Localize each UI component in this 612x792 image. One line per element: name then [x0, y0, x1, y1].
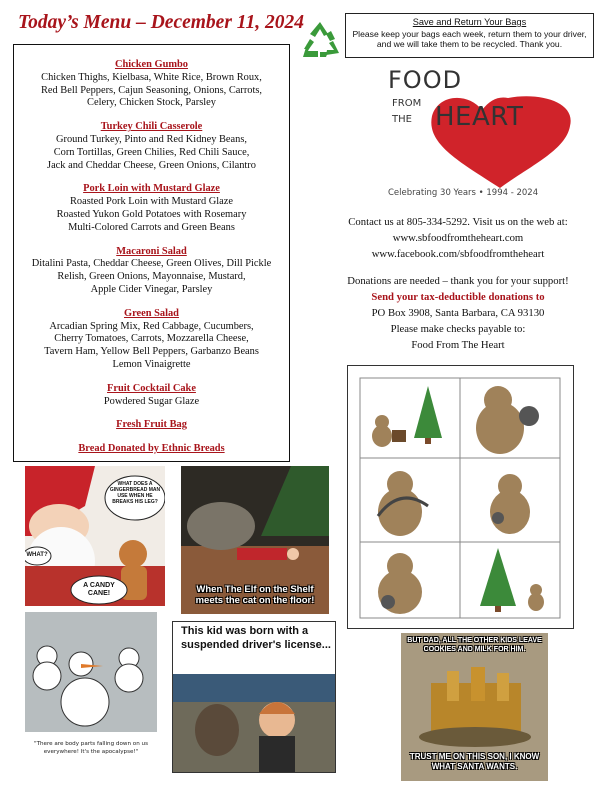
menu-item [14, 246, 289, 297]
menu-item-title: Fruit Cocktail Cake [107, 382, 196, 394]
po-box-text: PO Box 3908, Santa Barbara, CA 93130 [371, 307, 545, 319]
snowmen-caption: "There are body parts falling down on us everywhere! It's the apocalypse!" [34, 741, 148, 755]
menu-item-title: Macaroni Salad [116, 245, 187, 257]
bear-comic-image [347, 365, 574, 629]
menu-item-title: Pork Loin with Mustard Glaze [83, 183, 220, 195]
menu-item [14, 419, 289, 432]
santa-cookies-top-caption: BUT DAD, ALL THE OTHER KIDS LEAVE COOKIES AND MILK FOR HIM. [407, 637, 542, 653]
save-bags-heading: Save and Return Your Bags [412, 17, 527, 27]
logo-heart-text: HEART [435, 102, 524, 132]
recycle-icon [298, 19, 342, 63]
snowmen-comic-image [25, 612, 157, 772]
menu-item-title: Turkey Chili Casserole [100, 121, 203, 133]
logo-food-text: FOOD [388, 66, 463, 94]
website-link[interactable]: www.sbfoodfromtheheart.com [392, 232, 524, 244]
menu-item [14, 443, 289, 456]
menu-item-desc: Chicken Thighs, Kielbasa, White Rice, Brown Roux, Red Bell Peppers, Cajun Seasoning, Onions, Carrots, Celery, Chicken Stock, Parsley [40, 71, 263, 109]
logo-the-text: THE [392, 114, 412, 125]
menu-item-title: Green Salad [124, 307, 179, 319]
kid-license-meme-image [172, 621, 336, 773]
menu-item-desc: Ground Turkey, Pinto and Red Kidney Beans, Corn Tortillas, Green Chilies, Red Chili Sauce, Jack and Cheddar Cheese, Green Onions, Cilantro [47, 133, 256, 171]
save-bags-body: Please keep your bags each week, return them to your driver, and we will take them to be recycled. Thank you. [352, 28, 587, 49]
payee-text: Food From The Heart [411, 339, 505, 351]
elf-cat-meme-image [181, 466, 329, 614]
menu-item-desc: Ditalini Pasta, Cheddar Cheese, Green Olives, Dill Pickle Relish, Green Onions, Mayonnaise, Mustard, Apple Cider Vinegar, Parsley [31, 258, 272, 295]
menu-item [14, 308, 289, 372]
santa-gingerbread-comic-image [25, 466, 165, 606]
send-donations-text: Send your tax-deductible donations to [371, 291, 545, 303]
contact-block [322, 214, 594, 353]
menu-item [14, 183, 289, 234]
kid-caption: This kid was born with a suspended driver's license... [181, 625, 331, 651]
contact-line: Contact us at 805-334-5292. Visit us on the web at: [348, 216, 568, 228]
santa-cookies-bottom-caption: TRUST ME ON THIS SON, I KNOW WHAT SANTA WANTS. [409, 752, 540, 771]
logo-celebrating-text: Celebrating 30 Years • 1994 - 2024 [388, 188, 539, 198]
menu-item-desc: Roasted Pork Loin with Mustard Glaze Roasted Yukon Gold Potatoes with Rosemary Multi-Colored Carrots and Green Beans [56, 196, 247, 233]
santa-bubble-answer: A CANDY CANE! [83, 582, 115, 597]
menu-box [13, 44, 290, 462]
facebook-link[interactable]: www.facebook.com/sbfoodfromtheheart [371, 248, 545, 260]
menu-item-title: Fresh Fruit Bag [116, 419, 187, 431]
checks-text: Please make checks payable to: [390, 323, 526, 335]
menu-item-title: Bread Donated by Ethnic Breads [78, 443, 225, 455]
menu-item [14, 121, 289, 172]
menu-item-desc: Powdered Sugar Glaze [103, 395, 200, 407]
santa-cookies-meme-image [401, 633, 548, 781]
save-bags-notice [345, 13, 594, 58]
elf-caption: When The Elf on the Shelf meets the cat on the floor! [195, 584, 315, 606]
menu-item-desc: Arcadian Spring Mix, Red Cabbage, Cucumbers, Cherry Tomatoes, Carrots, Mozzarella Cheese, Tavern Ham, Yellow Bell Peppers, Garbanzo Beans Lemon Vinaigrette [44, 320, 259, 370]
menu-item-title: Chicken Gumbo [114, 59, 189, 70]
menu-item [14, 59, 289, 110]
santa-bubble-question: WHAT DOES A GINGERBREAD MAN USE WHEN HE BREAKS HIS LEG? [109, 481, 161, 505]
logo-from-text: FROM [392, 98, 422, 109]
santa-bubble-what: WHAT? [26, 552, 48, 558]
menu-item [14, 383, 289, 409]
page-title: Today’s Menu – December 11, 2024 [18, 12, 304, 33]
food-from-the-heart-logo [380, 62, 580, 212]
donations-needed-text: Donations are needed – thank you for your support! [347, 275, 569, 287]
